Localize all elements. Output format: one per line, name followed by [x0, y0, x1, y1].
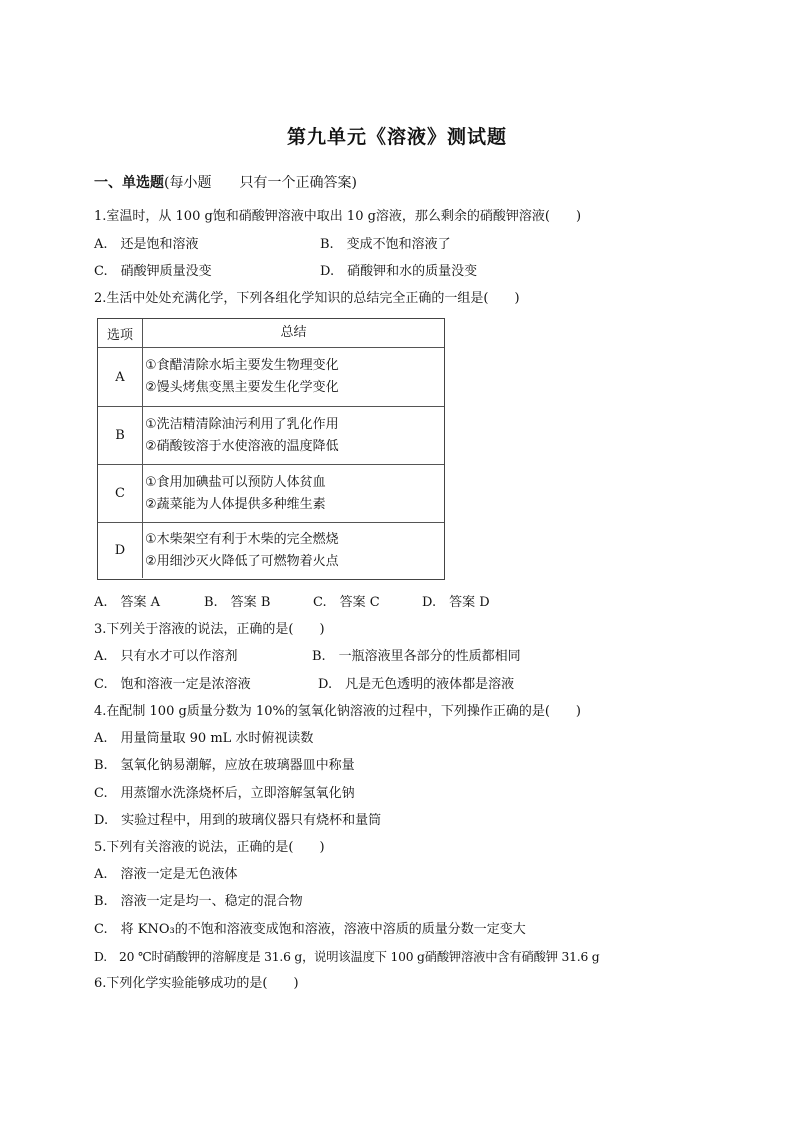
table-header-row [98, 319, 444, 347]
question-1-option-b: B. 变成不饱和溶液了 [320, 237, 451, 252]
section-heading-label: 一、单选题 [94, 175, 164, 191]
table-row-line: ②硝酸铵溶于水使溶液的温度降低 [145, 438, 339, 454]
table-header-option: 选项 [98, 319, 143, 347]
table-row-line: ①食醋清除水垢主要发生物理变化 [145, 358, 339, 373]
table-row [98, 522, 444, 578]
question-3-stem: 3.下列关于溶液的说法，正确的是( ) [94, 622, 325, 637]
question-5-option-c: C. 将 KNO₃的不饱和溶液变成饱和溶液，溶液中溶质的质量分数一定变大 [94, 922, 526, 937]
question-4-option-b: B. 氢氧化钠易潮解，应放在玻璃器皿中称量 [94, 758, 355, 773]
table-row [98, 347, 444, 406]
question-3-option-c: C. 饱和溶液一定是浓溶液 [94, 677, 251, 692]
question-4-option-a: A. 用量筒量取 90 mL 水时俯视读数 [94, 731, 314, 746]
question-2-option-a: A. 答案 A [94, 595, 161, 610]
question-2-stem: 2.生活中处处充满化学，下列各组化学知识的总结完全正确的一组是( ) [94, 291, 520, 306]
question-3-option-a: A. 只有水才可以作溶剂 [94, 649, 238, 664]
question-1-stem: 1.室温时，从 100 g饱和硝酸钾溶液中取出 10 g溶液，那么剩余的硝酸钾溶液( ) [94, 209, 582, 224]
table-row-key: A [98, 348, 143, 406]
table-row-key: D [98, 523, 143, 578]
table-row-line: ②馒头烤焦变黑主要发生化学变化 [145, 380, 339, 395]
table-row-line: ②用细沙灭火降低了可燃物着火点 [145, 553, 339, 569]
question-2-option-c: C. 答案 C [313, 595, 380, 610]
table-header-summary: 总结 [280, 325, 307, 340]
question-5-option-d: D. 20 ℃时硝酸钾的溶解度是 31.6 g，说明该温度下 100 g硝酸钾溶液中含有硝酸钾 31.6 g [94, 950, 600, 964]
page-title: 第九单元《溶液》测试题 [286, 126, 507, 148]
table-row-key: C [98, 465, 143, 522]
question-4-option-c: C. 用蒸馏水洗涤烧杯后，立即溶解氢氧化钠 [94, 786, 355, 801]
question-5-option-a: A. 溶液一定是无色液体 [94, 867, 238, 882]
question-5-stem: 5.下列有关溶液的说法，正确的是( ) [94, 840, 325, 855]
question-1-option-c: C. 硝酸钾质量没变 [94, 264, 212, 279]
question-3-option-d: D. 凡是无色透明的液体都是溶液 [318, 677, 515, 692]
question-6-stem: 6.下列化学实验能够成功的是( ) [94, 976, 299, 991]
question-1-option-a: A. 还是饱和溶液 [94, 237, 199, 252]
table-row-key: B [98, 407, 143, 464]
question-2-option-d: D. 答案 D [422, 595, 490, 610]
question-4-stem: 4.在配制 100 g质量分数为 10%的氢氧化钠溶液的过程中，下列操作正确的是( ) [94, 704, 581, 719]
table-row [98, 464, 444, 522]
question-3-option-b: B. 一瓶溶液里各部分的性质都相同 [312, 649, 521, 664]
question-1-option-d: D. 硝酸钾和水的质量没变 [320, 264, 478, 279]
question-2-option-b: B. 答案 B [204, 595, 271, 610]
table-row-line: ②蔬菜能为人体提供多种维生素 [145, 496, 326, 512]
question-4-option-d: D. 实验过程中，用到的玻璃仪器只有烧杯和量筒 [94, 813, 382, 828]
question-5-option-b: B. 溶液一定是均一、稳定的混合物 [94, 894, 303, 909]
table-row-line: ①洗洁精清除油污利用了乳化作用 [145, 416, 339, 432]
section-heading-note: (每小题 只有一个正确答案) [164, 175, 357, 191]
table-row [98, 406, 444, 464]
section-heading [94, 172, 357, 192]
table-row-line: ①食用加碘盐可以预防人体贫血 [145, 474, 326, 490]
table-row-line: ①木柴架空有利于木柴的完全燃烧 [145, 531, 339, 547]
summary-table [97, 318, 445, 580]
